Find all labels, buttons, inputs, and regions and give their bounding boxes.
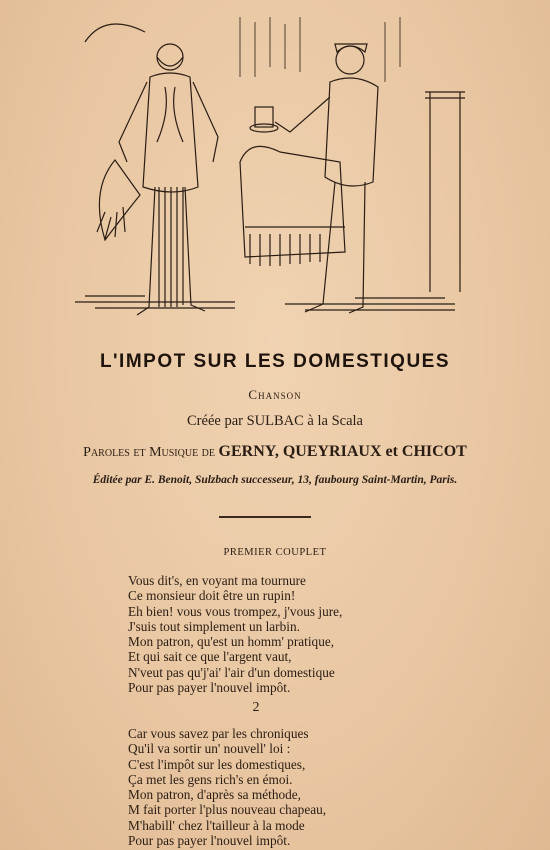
section-divider — [219, 516, 311, 518]
verse-line: Ce monsieur doit être un rupin! — [128, 588, 296, 604]
publisher-line: Éditée par E. Benoit, Sulzbach successeur, 13, faubourg Saint-Martin, Paris. — [92, 474, 458, 486]
song-title: L'IMPOT SUR LES DOMESTIQUES — [99, 351, 451, 372]
verse-line: Ça met les gens rich's en émoi. — [128, 771, 293, 787]
mantelpiece-illustration — [425, 92, 465, 292]
feather-duster-illustration — [99, 160, 140, 240]
first-couplet — [128, 573, 342, 695]
engraving-illustration — [55, 12, 485, 332]
verse-line: Vous dit's, en voyant ma tournure — [128, 573, 306, 588]
wall-lamp-illustration — [85, 24, 145, 42]
verse-line: N'veut pas qu'j'ai' l'air d'un domestique — [128, 664, 335, 680]
verse-line: J'suis tout simplement un larbin. — [128, 618, 300, 634]
creation-credit: Créée par SULBAC à la Scala — [187, 413, 363, 429]
verse-line: M'habill' chez l'tailleur à la mode — [128, 817, 305, 833]
song-genre: Chanson — [248, 387, 302, 402]
verse-line: Pour pas payer l'nouvel impôt. — [128, 833, 291, 849]
authors-names: GERNY, QUEYRIAUX et CHICOT — [218, 443, 467, 460]
verse-line: Et qui sait ce que l'argent vaut, — [128, 649, 292, 665]
master-head-illustration — [336, 46, 364, 74]
second-couplet-number: 2 — [252, 700, 260, 715]
second-couplet — [128, 726, 326, 848]
verse-line: Qu'il va sortir un' nouvell' loi : — [128, 741, 291, 757]
verse-line: M fait porter l'plus nouveau chapeau, — [128, 802, 327, 818]
authors-credit — [0, 443, 550, 461]
verse-line: Mon patron, qu'est un homm' pratique, — [128, 634, 335, 650]
verse-line: Pour pas payer l'nouvel impôt. — [128, 680, 291, 696]
verse-line: Eh bien! vous vous trompez, j'vous jure, — [128, 603, 343, 619]
verse-line: Mon patron, d'après sa méthode, — [128, 787, 301, 803]
verse-line: C'est l'impôt sur les domestiques, — [128, 756, 306, 772]
verse-line: Car vous savez par les chroniques — [128, 726, 309, 741]
authors-credit-lead: Paroles et Musique de — [83, 445, 216, 460]
first-couplet-heading: PREMIER COUPLET — [223, 547, 327, 558]
